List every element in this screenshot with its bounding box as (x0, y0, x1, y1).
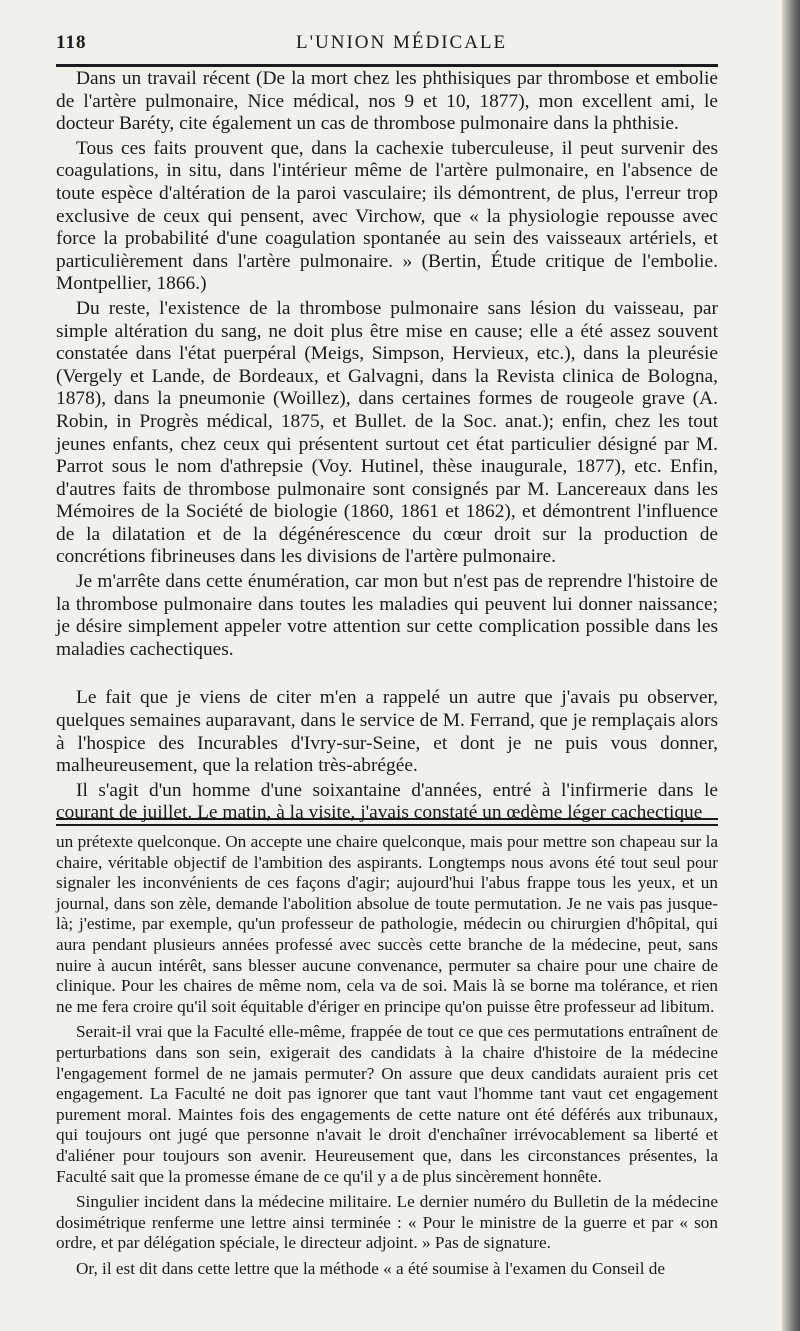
paragraph: Je m'arrête dans cette énumération, car mon but n'est pas de reprendre l'histoire de la thrombose pulmonaire dans toutes les maladies qui peuvent lui donner naissance; je désire simplement appeler votre attention sur cette complication possible dans les maladies cachectiques. (56, 571, 718, 660)
feuilleton-column (56, 832, 718, 1279)
page-number: 118 (56, 32, 87, 53)
paragraph: Singulier incident dans la médecine militaire. Le dernier numéro du Bulletin de la médecine dosimétrique renferme une lettre ainsi terminée : « Pour le ministre de la guerre et par « son ordre, et par délégation spéciale, le directeur adjoint. » Pas de signature. (56, 1192, 718, 1253)
paragraph: Serait-il vrai que la Faculté elle-même, frappée de tout ce que ces permutations entraînent de perturbations dans son sein, exigerait des candidats à la chaire d'histoire de la médecine l'engagement formel de ne jamais permuter? On assure que deux candidats auraient pris cet engagement. La Faculté ne doit pas ignorer que tant vaut l'homme tant vaut cet engagement purement moral. Maintes fois des engagements de cette nature ont été déférés aux tribunaux, qui toujours ont jugé que personne n'avait le droit d'enchaîner irrévocablement sa liberté et d'aliéner pour toujours son avenir. Heureusement que, dans les circonstances présentes, la Faculté sait que la promesse émane de ce qu'il y a de plus sincèrement honnête. (56, 1022, 718, 1186)
running-title: L'UNION MÉDICALE (296, 32, 508, 53)
running-header (56, 28, 716, 58)
paragraph: Dans un travail récent (De la mort chez les phthisiques par thrombose et embolie de l'artère pulmonaire, Nice médical, nos 9 et 10, 1877), mon excellent ami, le docteur Baréty, cite également un cas de thrombose pulmonaire dans la phthisie. (56, 68, 718, 135)
header-rule (56, 64, 718, 67)
article-body (56, 68, 718, 825)
feuilleton-divider (56, 818, 718, 826)
paragraph: Or, il est dit dans cette lettre que la méthode « a été soumise à l'examen du Conseil de (76, 1258, 665, 1278)
paragraph: Il s'agit d'un homme d'une soixantaine d'années, entré à l'infirmerie dans le courant de juillet. Le matin, à la visite, j'avais constaté un œdème léger cachectique (56, 779, 718, 824)
paragraph: Du reste, l'existence de la thrombose pulmonaire sans lésion du vaisseau, par simple altération du sang, ne doit plus être mise en cause; elle a été assez souvent constatée dans l'état puerpéral (Meigs, Simpson, Hervieux, etc.), dans la pleurésie (Vergely et Lande, de Bordeaux, et Galvagni, dans la Revista clinica de Bologna, 1878), dans la pneumonie (Woillez), dans certaines formes de rougeole grave (A. Robin, in Progrès médical, 1875, et Bullet. de la Soc. anat.); enfin, chez les tout jeunes enfants, chez ceux qui présentent surtout cet état particulier désigné par M. Parrot sous le nom d'athrepsie (Voy. Hutinel, thèse inaugurale, 1877), etc. Enfin, d'autres faits de thrombose pulmonaire sont consignés par M. Lancereaux dans les Mémoires de la Société de biologie (1860, 1861 et 1862), et démontrent l'influence de la dilatation et de la dégénérescence du cœur droit sur la production de concrétions fibrineuses dans les divisions de l'artère pulmonaire. (56, 297, 718, 568)
paragraph: un prétexte quelconque. On accepte une chaire quelconque, mais pour mettre son chapeau sur la chaire, véritable objectif de l'ambition des aspirants. Longtemps nous avons été tout seul pour signaler les inconvénients de ces façons d'agir; aujourd'hui l'abus frappe tous les yeux, et un journal, dans son zèle, demande l'abolition absolue de toute permutation. Je ne vais pas jusque-là; j'estime, par exemple, qu'un professeur de pathologie, médecin ou chirurgien d'hôpital, qui aura pendant plusieurs années professé avec succès cette branche de la médecine, peut, sans nuire à aucun intérêt, sans blesser aucune convenance, permuter sa chaire pour une chaire de clinique. Pour les chaires de même nom, cela va de soi. Mais là se borne ma tolérance, et rien ne me fera croire qu'il soit équitable d'ériger en principe qu'on puisse être professeur ad libitum. (56, 832, 718, 1016)
paragraph: Tous ces faits prouvent que, dans la cachexie tuberculeuse, il peut survenir des coagulations, in situ, dans l'intérieur même de l'artère pulmonaire, en l'absence de toute espèce d'altération de la paroi vasculaire; ils démontrent, de plus, l'erreur trop exclusive de ceux qui pensent, avec Virchow, que « la physiologie repousse avec force la probabilité d'une coagulation spontanée au sein des vaisseaux artériels, et particulièrement dans l'artère pulmonaire. » (Bertin, Étude critique de l'embolie. Montpellier, 1866.) (56, 137, 718, 295)
book-spine (782, 0, 800, 1331)
paragraph: Le fait que je viens de citer m'en a rappelé un autre que j'avais pu observer, quelques semaines auparavant, dans le service de M. Ferrand, que je remplaçais alors à l'hospice des Incurables d'Ivry-sur-Seine, et dont je ne puis vous donner, malheureusement, que la relation très-abrégée. (56, 687, 718, 777)
